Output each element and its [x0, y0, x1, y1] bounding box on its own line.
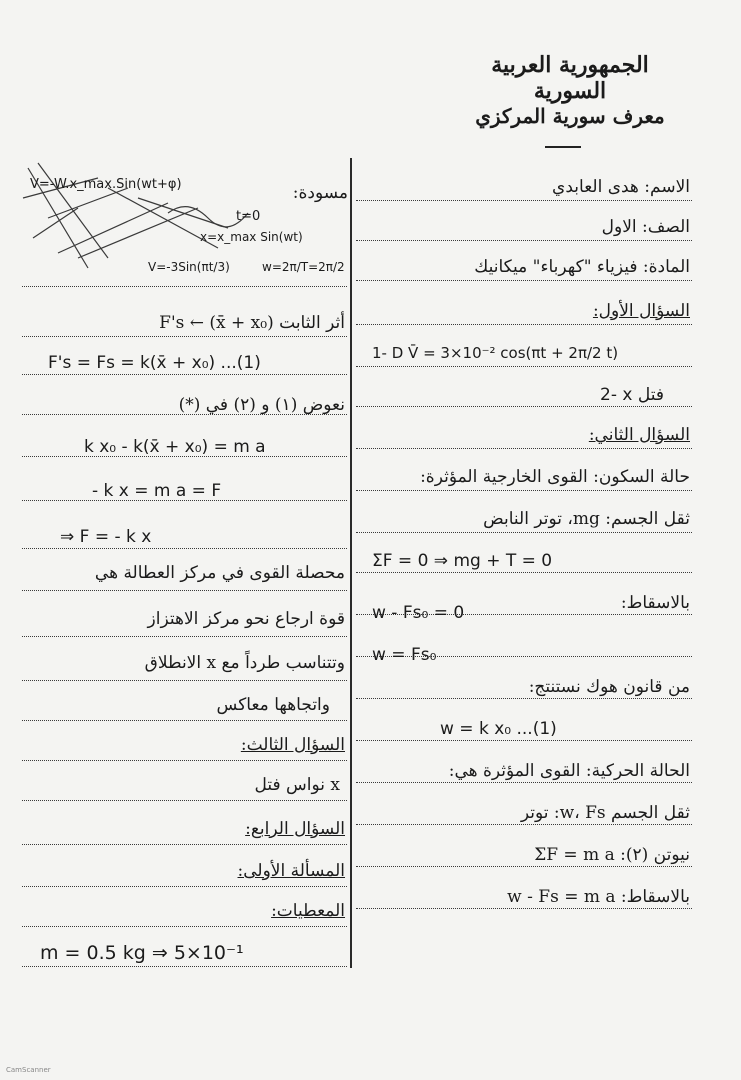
answer-line: حالة السكون: القوى الخارجية المؤثرة: [420, 467, 690, 487]
ruled-line [356, 490, 692, 491]
answer-line: 1- D V̄ = 3×10⁻² cos(πt + 2π/2 t) [372, 344, 619, 362]
answer-line: نيوتن (٢): ΣF = m a [534, 845, 690, 865]
ruled-line [356, 572, 692, 573]
subject-line: المادة: فيزياء "كهرباء" ميكانيك [474, 257, 690, 277]
republic-header: الجمهورية العربية السورية [491, 52, 649, 104]
section-heading: السؤال الثالث: [240, 735, 345, 755]
ruled-line [22, 760, 347, 761]
ruled-line [22, 844, 347, 845]
draft-label: مسودة: [292, 183, 348, 203]
column-divider [350, 158, 352, 968]
ruled-line [22, 800, 347, 801]
answer-line: 2- x فتل [600, 385, 664, 405]
section-heading: المسألة الأولى: [237, 861, 345, 881]
answer-line: w - Fs₀ = 0 [372, 603, 465, 623]
answer-line: w = k x₀ ...(1) [440, 719, 557, 739]
draft-eq: V=-W.x_max.Sin(wt+φ) [30, 177, 182, 192]
answer-line: ⇒ F = - k x [60, 527, 152, 547]
ruled-line [22, 720, 347, 721]
scanner-watermark: CamScanner [6, 1066, 51, 1074]
ruled-line [22, 966, 347, 967]
ruled-line [22, 590, 347, 591]
answer-line: k x₀ - k(x̄ + x₀) = m a [84, 437, 266, 457]
header-divider [545, 146, 581, 148]
draft-eq: V=-3Sin(πt/3) [148, 260, 230, 274]
ruled-line [356, 908, 692, 909]
ruled-line [22, 548, 347, 549]
draft-eq: t=0 [236, 209, 261, 224]
answer-line: ثقل الجسم w، Fs: توتر [520, 803, 690, 823]
ruled-line [356, 698, 692, 699]
ruled-line [356, 532, 692, 533]
answer-line: الحالة الحركية: القوى المؤثرة هي: [448, 761, 690, 781]
ruled-line [356, 824, 692, 825]
section-heading: السؤال الرابع: [245, 819, 345, 839]
answer-line: w = Fs₀ [372, 645, 437, 665]
ruled-line [22, 926, 347, 927]
answer-line: وتتناسب طرداً مع x الانطلاق [144, 653, 345, 673]
answer-line: محصلة القوى في مركز العطالة هي [94, 563, 345, 583]
answer-line: قوة ارجاع نحو مركز الاهتزاز [147, 609, 345, 629]
ruled-line [356, 324, 692, 325]
draft-eq: w=2π/T=2π/2 [262, 260, 345, 274]
answer-line: ثقل الجسم: mg، توتر النابض [483, 509, 690, 529]
ruled-line [356, 448, 692, 449]
ruled-line [356, 200, 692, 201]
ruled-line [22, 636, 347, 637]
ruled-line [356, 280, 692, 281]
answer-line: - k x = m a = F [92, 481, 222, 501]
ruled-line [22, 680, 347, 681]
ruled-line [22, 886, 347, 887]
ruled-line [22, 374, 347, 375]
ruled-line [356, 366, 692, 367]
section-heading: السؤال الأول: [592, 301, 690, 321]
answer-line: بالاسقاط: [620, 593, 690, 613]
answer-line: أثر الثابت F's ← (x̄ + x₀) [159, 313, 345, 333]
ruled-line [356, 240, 692, 241]
ruled-line [22, 286, 347, 287]
draft-eq: x=x_max Sin(wt) [200, 230, 303, 244]
section-heading: المعطيات: [271, 901, 345, 921]
student-class: الصف: الاول [601, 217, 690, 237]
student-name: الاسم: هدى العابدي [552, 177, 690, 197]
answer-line: بالاسقاط: w - Fs = m a [507, 887, 690, 907]
answer-line: من قانون هوك نستنتج: [528, 677, 690, 697]
answer-line: m = 0.5 kg ⇒ 5×10⁻¹ [40, 942, 244, 964]
section-heading: السؤال الثاني: [588, 425, 690, 445]
answer-line: F's = Fs = k(x̄ + x₀) ...(1) [48, 353, 261, 373]
answer-line: نعوض (١) و (٢) في (*) [178, 395, 345, 415]
ruled-line [22, 336, 347, 337]
ruled-line [356, 866, 692, 867]
answer-line: واتجاهها معاكس [216, 695, 330, 715]
answer-line: x نواس فتل [254, 775, 340, 795]
institute-header: معرف سورية المركزي [475, 104, 665, 128]
ruled-line [356, 782, 692, 783]
ruled-line [356, 406, 692, 407]
answer-line: ΣF = 0 ⇒ mg + T = 0 [372, 551, 553, 571]
ruled-line [356, 740, 692, 741]
